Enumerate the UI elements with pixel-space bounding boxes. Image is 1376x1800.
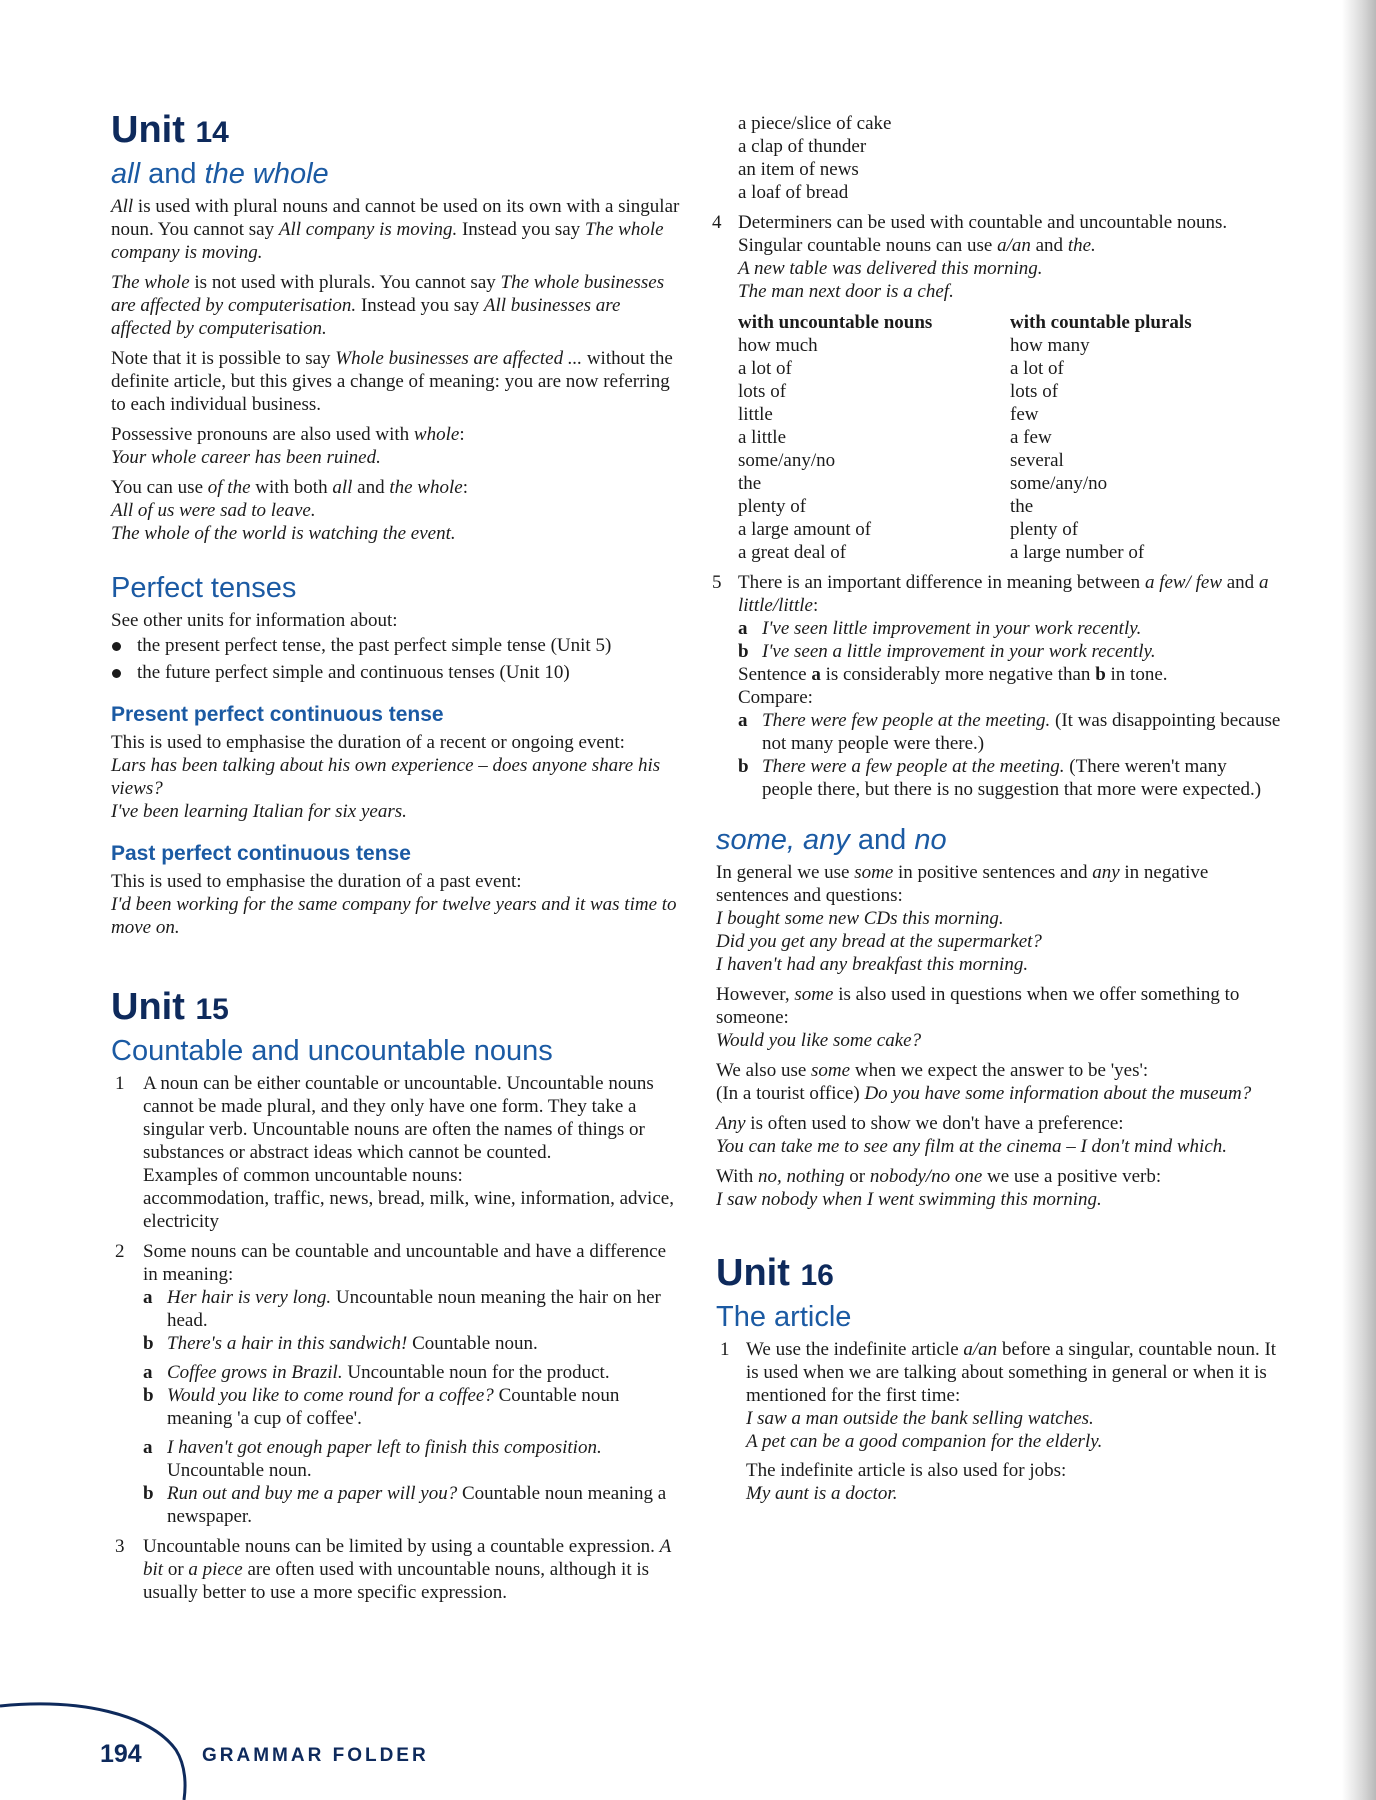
heading-part: no <box>914 824 947 856</box>
unit-label: Unit <box>111 986 185 1028</box>
item-number: 3 <box>115 1536 125 1557</box>
table-row <box>738 403 1192 426</box>
lettered-item <box>143 1332 681 1355</box>
text-run: Sentence <box>738 664 812 685</box>
text-run: in negative sentences and questions: <box>716 862 1209 906</box>
item-letter: a <box>143 1362 153 1383</box>
lettered-item <box>738 755 1282 801</box>
unit-14-title <box>111 108 681 155</box>
lettered-item <box>738 640 1282 663</box>
determiners-table <box>738 311 1192 564</box>
text-run: or <box>844 1166 870 1187</box>
lettered-item <box>143 1482 681 1528</box>
text-run: before a singular, countable noun. It is used when we are talking about something in general or when it is mentioned for the first time: <box>746 1339 1277 1406</box>
item-number: 2 <box>115 1241 125 1262</box>
text-run: (It was disappointing because not many people were there.) <box>762 710 1281 754</box>
text-run: All company is moving. <box>278 219 458 240</box>
item-3-continued-examples <box>716 112 1282 204</box>
text-run: without the definite article, but this gives a change of meaning: you are now referring to each individual business. <box>111 348 673 415</box>
item-text: A noun can be either countable or uncountable. Uncountable nouns cannot be made plural, and they only have one form. They take a singular verb. Uncountable nouns are often the names of things or substances or abstract ideas which cannot be counted. <box>143 1073 654 1163</box>
text-run: or <box>163 1559 189 1580</box>
paragraph-the-whole <box>111 271 681 340</box>
heading-the-article: The article <box>716 1301 852 1333</box>
text-run: Singular countable nouns can use <box>738 235 998 256</box>
text-run: the whole <box>389 477 463 498</box>
page-number: 194 <box>100 1740 142 1768</box>
table-row <box>738 380 1192 403</box>
perfect-intro: See other units for information about: <box>111 610 398 631</box>
text-run: The whole company is moving. <box>111 219 664 263</box>
heading-part: all <box>111 158 141 190</box>
item-number: 5 <box>712 572 722 593</box>
text-run: some <box>794 984 834 1005</box>
text-run: : <box>459 424 465 445</box>
numbered-item-5 <box>712 571 1282 801</box>
text-run: However, <box>716 984 795 1005</box>
table-cell: a little <box>738 427 787 448</box>
table-cell: the <box>738 473 762 494</box>
item-text: Compare: <box>738 687 813 708</box>
heading-all-and-the-whole <box>111 157 681 191</box>
table-cell: several <box>1010 450 1064 471</box>
table-row <box>738 472 1192 495</box>
text-run: b <box>1095 664 1106 685</box>
example-sentence: Would you like some cake? <box>716 1030 922 1051</box>
text-run: The whole <box>111 272 190 293</box>
heading-part: and <box>849 824 915 856</box>
numbered-item-1 <box>111 1072 681 1233</box>
example-phrase: a clap of thunder <box>738 136 867 157</box>
item-letter: a <box>738 710 748 731</box>
paragraph-note <box>111 347 681 416</box>
unit-15-title <box>111 985 681 1032</box>
text-run: is considerably more negative than <box>820 664 1096 685</box>
example-sentence: I haven't got enough paper left to finish this composition. <box>167 1437 602 1458</box>
text-run: no, nothing <box>757 1166 845 1187</box>
text-run: and <box>1030 235 1068 256</box>
table-cell: a lot of <box>738 358 792 379</box>
table-row <box>738 426 1192 449</box>
table-cell: a large amount of <box>738 519 872 540</box>
unit-number: 15 <box>195 993 229 1026</box>
item-text: The indefinite article is also used for jobs: <box>746 1460 1067 1481</box>
item-letter: a <box>143 1287 153 1308</box>
numbered-item-3 <box>111 1535 681 1604</box>
heading-part: the whole <box>204 158 329 190</box>
example-sentence: I saw a man outside the bank selling watches. <box>746 1408 1094 1429</box>
unit-label: Unit <box>111 109 185 151</box>
paragraph-any-preference <box>716 1112 1282 1158</box>
numbered-item-1-article <box>716 1338 1282 1505</box>
text-run: You can use <box>111 477 208 498</box>
paragraph-some-offer <box>716 983 1282 1052</box>
numbered-item-2 <box>111 1240 681 1528</box>
text-run: some <box>854 862 894 883</box>
example-sentence: I haven't had any breakfast this morning. <box>716 954 1029 975</box>
pastpc-text: This is used to emphasise the duration of a past event: <box>111 871 522 892</box>
lettered-item <box>738 709 1282 755</box>
text-run: with both <box>250 477 333 498</box>
section-title: GRAMMAR FOLDER <box>202 1745 429 1766</box>
example-sentence: There were few people at the meeting. <box>762 710 1051 731</box>
heading-some-any-no <box>716 823 1282 857</box>
text-run: Instead you say <box>457 219 585 240</box>
table-header-row <box>738 311 1192 334</box>
text-run: a/an <box>963 1339 998 1360</box>
heading-countable-uncountable: Countable and uncountable nouns <box>111 1035 553 1067</box>
text-run: a few/ few <box>1144 572 1222 593</box>
text-run: Countable noun meaning a newspaper. <box>167 1483 667 1527</box>
table-cell: some/any/no <box>1010 473 1108 494</box>
text-run: a piece <box>188 1559 243 1580</box>
paragraph-some-any <box>716 861 1282 976</box>
table-row <box>738 518 1192 541</box>
heading-part: , <box>786 824 804 856</box>
example-sentence: The man next door is a chef. <box>738 281 954 302</box>
bullet-item: the present perfect tense, the past perfect simple tense (Unit 5) <box>111 634 681 657</box>
lettered-item <box>143 1384 681 1430</box>
numbered-item-4 <box>712 211 1282 564</box>
text-run: a/an <box>997 235 1031 256</box>
lettered-item <box>143 1436 681 1482</box>
example-sentence: There's a hair in this sandwich! <box>167 1333 408 1354</box>
left-column <box>111 108 681 1611</box>
text-run: some <box>811 1060 851 1081</box>
text-run: is used with plural nouns and cannot be used on its own with a singular noun. You cannot say <box>111 196 680 240</box>
text-run: Uncountable noun meaning the hair on her head. <box>167 1287 661 1331</box>
item-letter: a <box>143 1437 153 1458</box>
table-cell: some/any/no <box>738 450 836 471</box>
item-letter: a <box>738 618 748 639</box>
example-sentence: Coffee grows in Brazil. <box>167 1362 343 1383</box>
text-run: and <box>1222 572 1259 593</box>
text-run: when we expect the answer to be 'yes': <box>850 1060 1149 1081</box>
text-run: (There weren't many people there, but there is no suggestion that more were expected.) <box>762 756 1262 800</box>
column-header: with uncountable nouns <box>738 312 933 333</box>
unit-label: Unit <box>716 1252 790 1294</box>
page-edge-shadow <box>1342 0 1376 1800</box>
text-run: we use a positive verb: <box>982 1166 1162 1187</box>
item-letter: b <box>143 1385 154 1406</box>
text-run: Any <box>716 1113 746 1134</box>
example-sentence: I've been learning Italian for six years. <box>111 801 407 822</box>
item-number: 4 <box>712 212 722 233</box>
item-number: 1 <box>720 1339 730 1360</box>
text-run: : <box>462 477 468 498</box>
text-run: There is an important difference in meaning between <box>738 572 1145 593</box>
text-run: Uncountable noun. <box>167 1460 312 1481</box>
example-sentence: There were a few people at the meeting. <box>762 756 1065 777</box>
item-number: 1 <box>115 1073 125 1094</box>
table-cell: a lot of <box>1010 358 1064 379</box>
heading-part: and <box>140 158 205 190</box>
heading-part: any <box>803 824 850 856</box>
table-cell: the <box>1010 496 1034 517</box>
example-sentence: My aunt is a doctor. <box>746 1483 898 1504</box>
text-run: is also used in questions when we offer something to someone: <box>716 984 1240 1028</box>
example-sentence: I bought some new CDs this morning. <box>716 908 1004 929</box>
example-sentence: Do you have some information about the museum? <box>864 1083 1252 1104</box>
text-run: Whole businesses are affected ... <box>335 348 583 369</box>
text-run: in positive sentences and <box>893 862 1093 883</box>
example-sentence: A new table was delivered this morning. <box>738 258 1043 279</box>
example-sentence: I've seen a little improvement in your work recently. <box>762 641 1156 662</box>
unit-number: 14 <box>195 116 229 149</box>
example-sentence: I'd been working for the same company for twelve years and it was time to move on. <box>111 894 677 938</box>
text-run: A bit <box>143 1536 671 1580</box>
example-phrase: a piece/slice of cake <box>738 113 892 134</box>
example-sentence: I saw nobody when I went swimming this morning. <box>716 1189 1102 1210</box>
text-run: all <box>332 477 353 498</box>
text-run: of the <box>207 477 251 498</box>
heading-present-perfect-continuous: Present perfect continuous tense <box>111 703 444 726</box>
text-run: and <box>352 477 390 498</box>
table-row <box>738 495 1192 518</box>
text-run: a <box>811 664 821 685</box>
lettered-item <box>143 1361 681 1384</box>
bullet-item: the future perfect simple and continuous tenses (Unit 10) <box>111 661 681 684</box>
column-header: with countable plurals <box>1010 312 1192 333</box>
table-cell: plenty of <box>738 496 807 517</box>
perfect-bullet-list <box>111 634 681 684</box>
item-letter: b <box>143 1483 154 1504</box>
unit-number: 16 <box>800 1259 834 1292</box>
table-cell: little <box>738 404 773 425</box>
text-run: is often used to show we don't have a preference: <box>745 1113 1124 1134</box>
heading-perfect-tenses: Perfect tenses <box>111 572 297 604</box>
text-run: Note that it is possible to say <box>111 348 336 369</box>
unit-16-title <box>716 1251 1282 1298</box>
text-run: We use the indefinite article <box>746 1339 964 1360</box>
item-text: Some nouns can be countable and uncountable and have a difference in meaning: <box>143 1241 667 1285</box>
text-run: Countable noun meaning 'a cup of coffee'. <box>167 1385 620 1429</box>
example-sentence: Your whole career has been ruined. <box>111 447 381 468</box>
text-run: Possessive pronouns are also used with <box>111 424 414 445</box>
table-cell: lots of <box>738 381 787 402</box>
table-cell: a large number of <box>1010 542 1145 563</box>
table-row <box>738 357 1192 380</box>
example-sentence: All of us were sad to leave. <box>111 500 316 521</box>
table-cell: lots of <box>1010 381 1059 402</box>
example-sentence: Would you like to come round for a coffee? <box>167 1385 494 1406</box>
text-run: All <box>111 196 134 217</box>
item-letter: b <box>738 756 749 777</box>
heading-past-perfect-continuous: Past perfect continuous tense <box>111 842 411 865</box>
text-run: With <box>716 1166 758 1187</box>
right-column <box>712 112 1282 1512</box>
ppc-text: This is used to emphasise the duration of a recent or ongoing event: <box>111 732 625 753</box>
paragraph-of-the <box>111 476 681 545</box>
text-run: We also use <box>716 1060 812 1081</box>
text-run: (In a tourist office) <box>716 1083 865 1104</box>
lettered-item <box>143 1286 681 1332</box>
paragraph-possessive <box>111 423 681 469</box>
heading-part: some <box>716 824 787 856</box>
text-run: any <box>1092 862 1120 883</box>
text-run: nobody/no one <box>869 1166 983 1187</box>
table-cell: a few <box>1010 427 1052 448</box>
example-sentence: Did you get any bread at the supermarket? <box>716 931 1042 952</box>
lettered-item <box>738 617 1282 640</box>
table-cell: few <box>1010 404 1039 425</box>
example-phrase: an item of news <box>738 159 859 180</box>
text-run: in tone. <box>1105 664 1168 685</box>
item-letter: b <box>143 1333 154 1354</box>
example-sentence: You can take me to see any film at the cinema – I don't mind which. <box>716 1136 1227 1157</box>
text-run: the. <box>1067 235 1096 256</box>
example-sentence: A pet can be a good companion for the elderly. <box>746 1431 1103 1452</box>
example-sentence: Run out and buy me a paper will you? <box>167 1483 458 1504</box>
table-row <box>738 449 1192 472</box>
item-text: Examples of common uncountable nouns: <box>143 1165 463 1186</box>
item-text: accommodation, traffic, news, bread, milk, wine, information, advice, electricity <box>143 1188 674 1232</box>
text-run: whole <box>413 424 460 445</box>
text-run: The whole businesses are affected by computerisation. <box>111 272 665 316</box>
text-run: Instead you say <box>356 295 484 316</box>
table-cell: how much <box>738 335 818 356</box>
example-sentence: Lars has been talking about his own experience – does anyone share his views? <box>111 755 661 799</box>
text-run: are often used with uncountable nouns, although it is usually better to use a more specific expression. <box>143 1559 650 1603</box>
item-text: Determiners can be used with countable and uncountable nouns. <box>738 212 1228 233</box>
example-sentence: Her hair is very long. <box>167 1287 332 1308</box>
text-run: : <box>812 595 819 616</box>
example-phrase: a loaf of bread <box>738 182 849 203</box>
paragraph-no-nothing <box>716 1165 1282 1211</box>
table-cell: a great deal of <box>738 542 847 563</box>
text-run: Uncountable nouns can be limited by using a countable expression. <box>143 1536 660 1557</box>
text-run: In general we use <box>716 862 855 883</box>
text-run: a little/little <box>738 572 1269 616</box>
table-cell: plenty of <box>1010 519 1079 540</box>
paragraph-some-yes <box>716 1059 1282 1105</box>
item-letter: b <box>738 641 749 662</box>
example-sentence: I've seen little improvement in your work recently. <box>762 618 1142 639</box>
text-run: Uncountable noun for the product. <box>342 1362 610 1383</box>
table-row <box>738 541 1192 564</box>
table-row <box>738 334 1192 357</box>
text-run: is not used with plurals. You cannot say <box>189 272 501 293</box>
text-run: Countable noun. <box>407 1333 538 1354</box>
paragraph-all <box>111 195 681 264</box>
table-cell: how many <box>1010 335 1090 356</box>
example-sentence: The whole of the world is watching the event. <box>111 523 456 544</box>
text-run: All businesses are affected by computerisation. <box>111 295 621 339</box>
